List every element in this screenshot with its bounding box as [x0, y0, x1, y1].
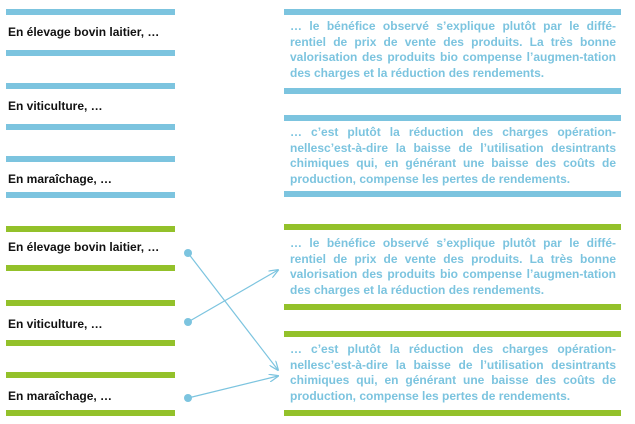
top-left-item-3[interactable]: En maraîchage, …	[8, 172, 113, 186]
bottom-right-item-1[interactable]: … le bénéfice observé s’explique plutôt par le diffé-rentiel de prix de vente des produits. La très bonne valorisation des produits bio compense l’augmen-tation des charges et la réduction des rendements.	[290, 236, 616, 297]
top-right-item-2[interactable]: … c’est plutôt la réduction des charges opération-nellesc’est-à-dire la baisse de l’utilisation desintrants chimiques qui, en générant une baisse des coûts de production, compense les pertes de rendements.	[290, 125, 616, 186]
bottom-left-item-1[interactable]: En élevage bovin laitier, …	[8, 240, 160, 254]
top-right-item-1[interactable]: … le bénéfice observé s’explique plutôt par le diffé-rentiel de prix de vente des produits. La très bonne valorisation des produits bio compense l’augmen-tation des charges et la réduction des rendements.	[290, 19, 616, 80]
top-left-item-2[interactable]: En viticulture, …	[8, 99, 103, 113]
connection-line-1	[188, 253, 278, 370]
top-left-item-1[interactable]: En élevage bovin laitier, …	[8, 25, 160, 39]
connection-line-2	[188, 270, 278, 322]
connection-line-3	[188, 376, 278, 398]
bottom-right-item-2[interactable]: … c’est plutôt la réduction des charges opération-nellesc’est-à-dire la baisse de l’utilisation desintrants chimiques qui, en générant une baisse des coûts de production, compense les pertes de rendements.	[290, 342, 616, 403]
bottom-left-item-3[interactable]: En maraîchage, …	[8, 389, 113, 403]
bottom-left-item-2[interactable]: En viticulture, …	[8, 317, 103, 331]
